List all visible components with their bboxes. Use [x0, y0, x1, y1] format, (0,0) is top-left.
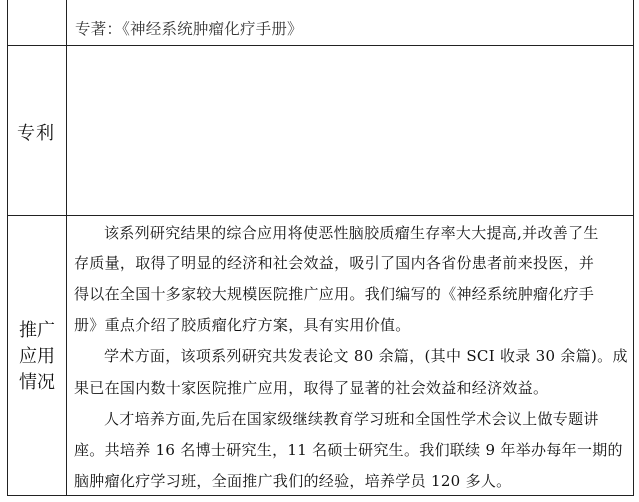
row-divider	[7, 45, 634, 46]
paragraph-line: 得以在全国十多家较大规模医院推广应用。我们编写的《神经系统肿瘤化疗手	[74, 285, 595, 303]
promotion-label-line: 推广	[19, 320, 55, 341]
paragraph-line: 人才培养方面,先后在国家级继续教育学习班和全国性学术会议上做专题讲	[104, 410, 599, 428]
promotion-label	[12, 318, 62, 396]
paragraph-line: 果已在国内数十家医院推广应用，取得了显著的社会效益和经济效益。	[74, 379, 549, 397]
paragraph-line: 册》重点介绍了胶质瘤化疗方案，具有实用价值。	[74, 316, 411, 334]
table-border-right	[633, 0, 634, 496]
paragraph-line: 学术方面，该项系列研究共发表论文 80 余篇，(其中 SCI 收录 30 余篇)。成	[104, 347, 628, 365]
monograph-text: 专著：《神经系统肿瘤化疗手册》	[75, 20, 303, 38]
patent-label: 专利	[17, 123, 55, 144]
promotion-label-line: 应用	[19, 346, 55, 367]
column-divider	[66, 0, 67, 496]
paragraph-line: 该系列研究结果的综合应用将使恶性脑胶质瘤生存率大大提高,并改善了生	[104, 224, 599, 242]
table-border-bottom	[7, 495, 634, 496]
table-border-left	[7, 0, 8, 496]
paragraph-line: 座。共培养 16 名博士研究生，11 名硕士研究生。我们联续 9 年举办每年一期的	[74, 441, 623, 459]
paragraph-line: 脑肿瘤化疗学习班，全面推广我们的经验，培养学员 120 多人。	[74, 472, 512, 490]
row-divider	[7, 215, 634, 216]
promotion-label-line: 情况	[19, 372, 55, 393]
paragraph-line: 存质量，取得了明显的经济和社会效益，吸引了国内各省份患者前来投医，并	[74, 254, 595, 272]
